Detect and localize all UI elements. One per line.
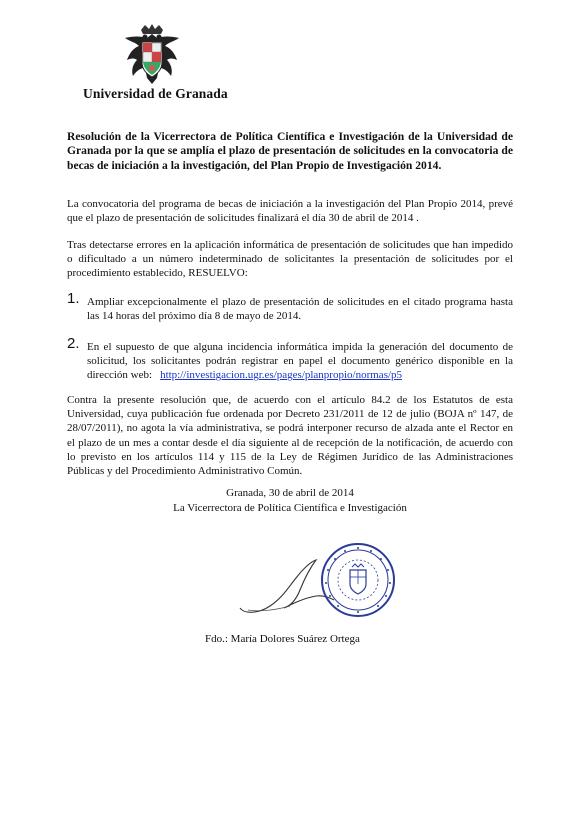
resolution-text: Ampliar excepcionalmente el plazo de presentación de solicitudes en el citado programa hasta las 14 horas del próximo día 8 de mayo de 2014. [87,296,513,323]
document-title: Resolución de la Vicerrectora de Política Científica e Investigación de la Universidad de Granada por la que se amplía el plazo de presentación de solicitudes en la convocatoria de becas de iniciación a la investigación, del Plan Propio de Investigación 2014. [67,130,513,172]
resolution-text: En el supuesto de que alguna incidencia informática impida la generación del documento de solicitud, los solicitantes podrán registrar en papel el documento genérico disponible en la dirección web: [87,341,513,382]
resolution-item-1 [67,290,513,323]
resolution-number: 2. [67,335,80,352]
signer-name: Fdo.: María Dolores Suárez Ortega [205,633,360,645]
appeal-paragraph: Contra la presente resolución que, de acuerdo con el artículo 84.2 de los Estatutos de esta Universidad, cuya publicación fue ordenada por Decreto 231/2011 de 12 de julio (BOJA nº 147, de 28/07/2011), no agota la vía administrativa, se podrá interponer recurso de alzada ante el Rector en el plazo de un mes a contar desde el día siguiente al de recepción de la notificación, de acuerdo con lo previsto en los artículos 114 y 115 de la Ley de Régimen Jurídico de las Administraciones Públicas y del Procedimiento Administrativo Común. [67,394,513,478]
place-date: Granada, 30 de abril de 2014 [226,487,354,499]
intro-paragraph: La convocatoria del programa de becas de iniciación a la investigación del Plan Propio 2014, prevé que el plazo de presentación de solicitudes finalizará el día 30 de abril de 2014 . [67,198,513,225]
official-seal-icon [318,540,398,620]
resolution-item-2 [67,335,513,383]
signer-role: La Vicerrectora de Política Científica e Investigación [173,502,407,514]
planpropio-link[interactable]: http://investigacion.ugr.es/pages/planpropio/normas/p5 [160,369,403,382]
university-name: Universidad de Granada [83,86,228,101]
reasoning-paragraph: Tras detectarse errores en la aplicación informática de presentación de solicitudes que han impedido o dificultado a un número indeterminado de solicitantes la presentación de solicitudes por el procedimiento establecido, RESUELVO: [67,239,513,280]
resolution-number: 1. [67,290,80,307]
resolution-text-wrapper [87,340,513,383]
university-crest-icon [121,24,183,88]
